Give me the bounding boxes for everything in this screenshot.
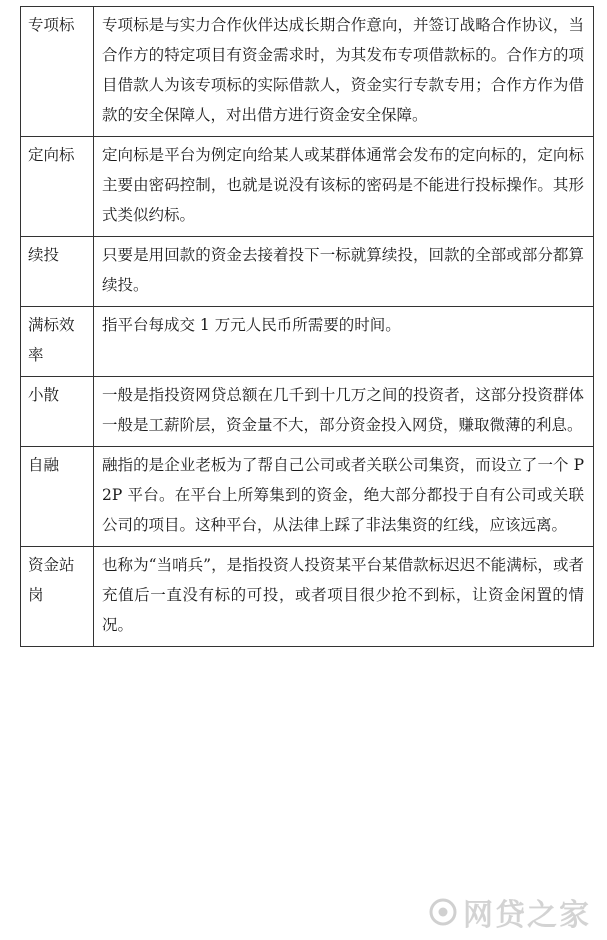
term-cell: 资金站岗: [21, 547, 94, 647]
term-cell: 定向标: [21, 137, 94, 237]
glossary-row: [21, 447, 594, 547]
term-cell: 续投: [21, 237, 94, 307]
glossary-row: [21, 377, 594, 447]
term-cell: 小散: [21, 377, 94, 447]
definition-cell: 只要是用回款的资金去接着投下一标就算续投，回款的全部或部分都算续投。: [94, 237, 594, 307]
term-cell: 满标效率: [21, 307, 94, 377]
glossary-row: [21, 137, 594, 237]
definition-cell: 指平台每成交 1 万元人民币所需要的时间。: [94, 307, 594, 377]
glossary-table: [20, 6, 594, 647]
watermark: [429, 890, 591, 934]
definition-cell: 融指的是企业老板为了帮自己公司或者关联公司集资，而设立了一个 P2P 平台。在平台上所筹集到的资金，绝大部分都投于自有公司或关联公司的项目。这种平台，从法律上踩了非法集资的红线，应该远离。: [94, 447, 594, 547]
glossary-row: [21, 7, 594, 137]
glossary-row: [21, 307, 594, 377]
definition-cell: 一般是指投资网贷总额在几千到十几万之间的投资者，这部分投资群体一般是工薪阶层，资金量不大，部分资金投入网贷，赚取微薄的利息。: [94, 377, 594, 447]
definition-cell: 专项标是与实力合作伙伴达成长期合作意向，并签订战略合作协议，当合作方的特定项目有资金需求时，为其发布专项借款标的。合作方的项目借款人为该专项标的实际借款人，资金实行专款专用；合作方作为借款的安全保障人，对出借方进行资金安全保障。: [94, 7, 594, 137]
wdzj-logo-icon: [429, 898, 457, 926]
glossary-row: [21, 237, 594, 307]
glossary-row: [21, 547, 594, 647]
definition-cell: 也称为“当哨兵”，是指投资人投资某平台某借款标迟迟不能满标，或者充值后一直没有标的可投，或者项目很少抢不到标，让资金闲置的情况。: [94, 547, 594, 647]
term-cell: 自融: [21, 447, 94, 547]
watermark-text: 网贷之家: [463, 898, 591, 933]
definition-cell: 定向标是平台为例定向给某人或某群体通常会发布的定向标的，定向标主要由密码控制，也就是说没有该标的密码是不能进行投标操作。其形式类似约标。: [94, 137, 594, 237]
term-cell: 专项标: [21, 7, 94, 137]
